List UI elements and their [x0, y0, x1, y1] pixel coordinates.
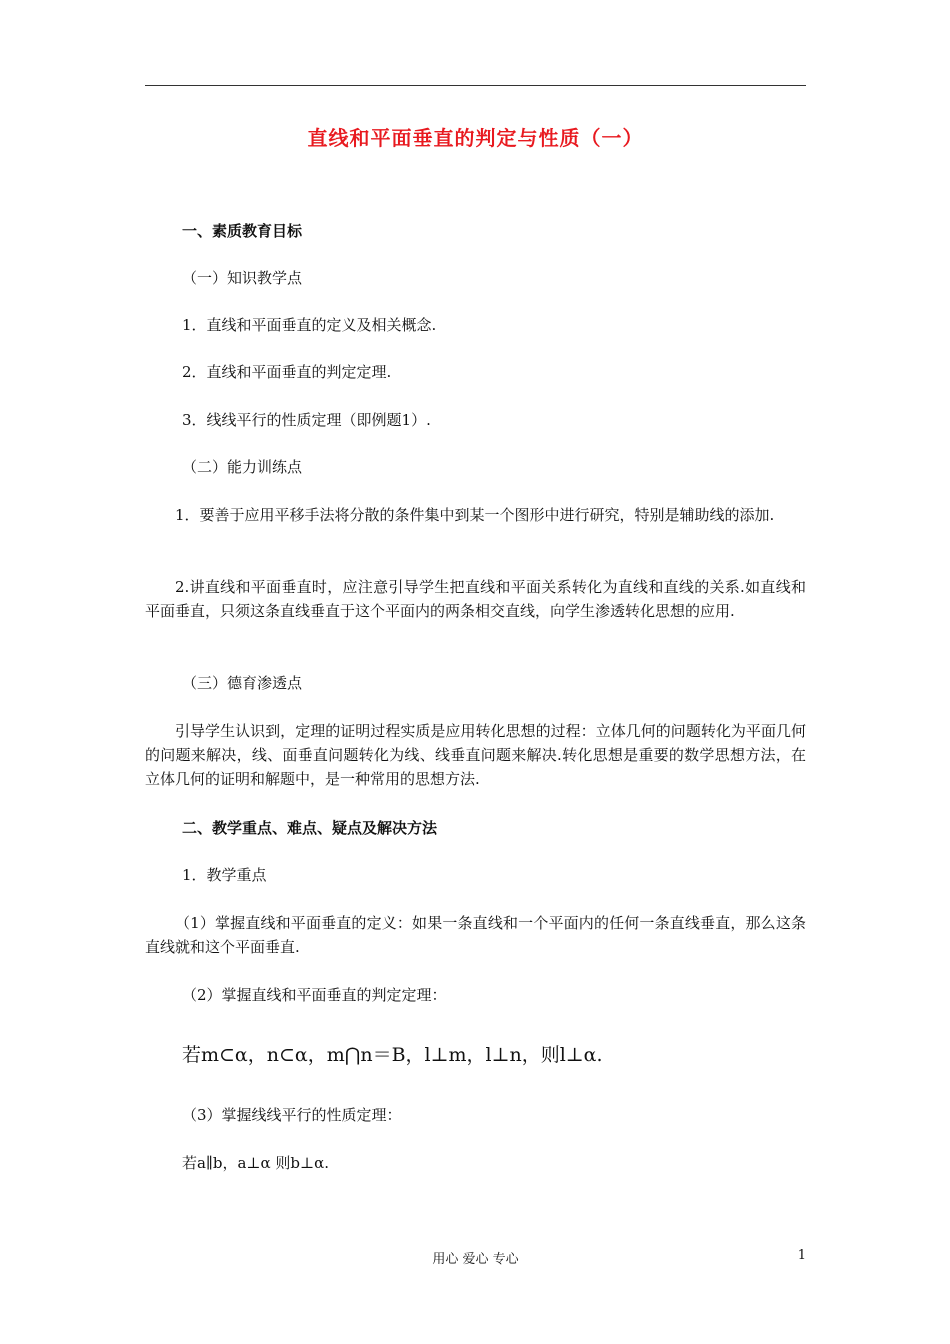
- page-number: 1: [797, 1248, 806, 1263]
- paragraph: 引导学生认识到，定理的证明过程实质是应用转化思想的过程：立体几何的问题转化为平面几何的问题来解决，线、面垂直问题转化为线、线垂直问题来解决.转化思想是重要的数学思想方法，在立体几何的证明和解题中，是一种常用的思想方法.: [145, 722, 806, 788]
- section-2-heading: 二、教学重点、难点、疑点及解决方法: [182, 819, 438, 837]
- list-item: 3．线线平行的性质定理（即例题1）.: [182, 411, 431, 429]
- paragraph: 1．要善于应用平移手法将分散的条件集中到某一个图形中进行研究，特别是辅助线的添加.: [175, 506, 775, 524]
- formula-perpendicular-theorem: 若m⊂α，n⊂α，m⋂n＝B，l⊥m，l⊥n，则l⊥α.: [182, 1044, 603, 1066]
- document-title: 直线和平面垂直的判定与性质（一）: [307, 126, 644, 150]
- paragraph: （3）掌握线线平行的性质定理：: [182, 1106, 402, 1124]
- formula-parallel-theorem: 若a∥b，a⊥α 则b⊥α.: [182, 1154, 330, 1172]
- list-item: 1．直线和平面垂直的定义及相关概念.: [182, 316, 437, 334]
- subsection-ability: （二）能力训练点: [182, 458, 303, 476]
- paragraph: （2）掌握直线和平面垂直的判定定理：: [182, 986, 447, 1004]
- subsection-knowledge: （一）知识教学点: [182, 269, 303, 287]
- paragraph: （1）掌握直线和平面垂直的定义：如果一条直线和一个平面内的任何一条直线垂直，那么这条直线就和这个平面垂直.: [145, 914, 806, 956]
- footer-text: 用心 爱心 专心: [432, 1252, 519, 1267]
- list-item: 1．教学重点: [182, 866, 267, 884]
- subsection-moral: （三）德育渗透点: [182, 674, 303, 692]
- header-rule: [145, 85, 806, 86]
- section-1-heading: 一、素质教育目标: [182, 222, 303, 240]
- paragraph: 2.讲直线和平面垂直时，应注意引导学生把直线和平面关系转化为直线和直线的关系.如直线和平面垂直，只须这条直线垂直于这个平面内的两条相交直线，向学生渗透转化思想的应用.: [145, 578, 806, 620]
- list-item: 2．直线和平面垂直的判定定理.: [182, 363, 392, 381]
